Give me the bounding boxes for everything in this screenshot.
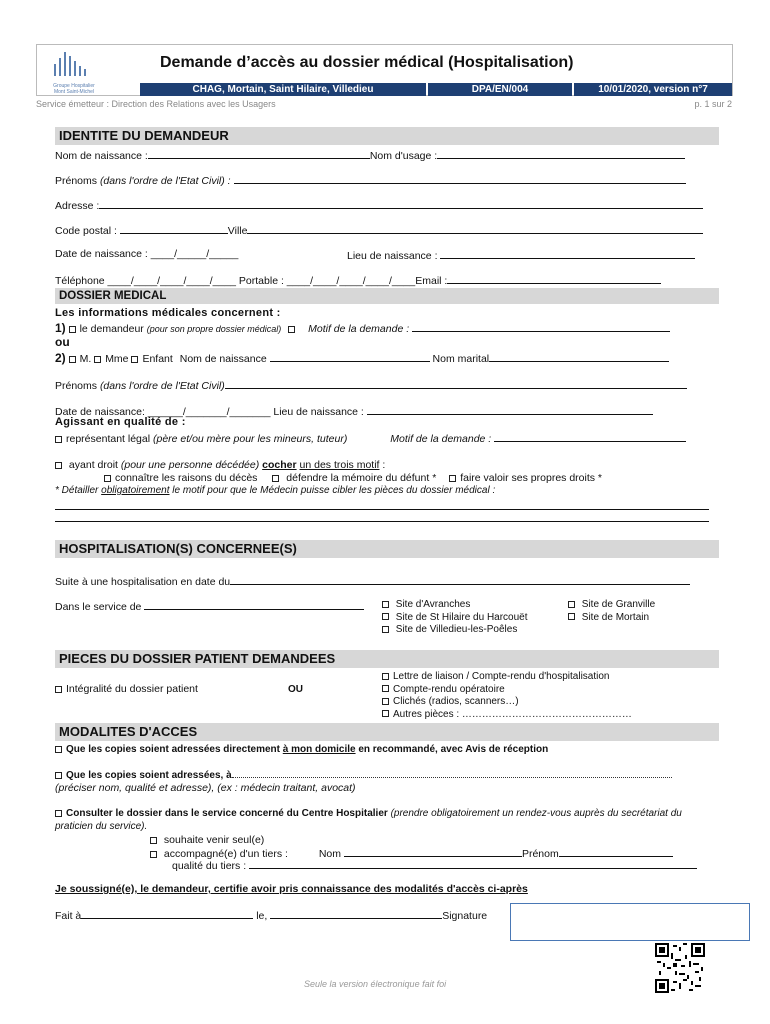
integralite-row (55, 683, 198, 695)
prenoms-field[interactable] (234, 173, 686, 184)
motif-2-label: Motif de la demande : (390, 433, 492, 445)
date-naissance-label: Date de naissance : ____/_____/_____ (55, 248, 239, 260)
ville-label: Ville (227, 225, 248, 237)
seul-label: souhaite venir seul(e) (163, 834, 265, 846)
detailler-2: obligatoirement (101, 485, 170, 496)
suite-field[interactable] (230, 574, 690, 585)
checkbox-demandeur[interactable] (69, 326, 76, 333)
option-1-row (55, 321, 670, 335)
checkbox-lettre-liaison[interactable] (382, 673, 389, 680)
checkbox-st-hilaire[interactable] (382, 613, 389, 620)
checkbox-representant[interactable] (55, 436, 62, 443)
site-mortain: Site de Mortain (581, 611, 650, 623)
qualite-field[interactable] (249, 858, 697, 869)
signature-label: Signature (442, 910, 488, 922)
nom-marital-label: Nom marital (432, 353, 490, 365)
prenoms-2-row (55, 378, 687, 392)
deces-label: connaître les raisons du décès (115, 472, 258, 484)
prenoms-note: (dans l'ordre de l'Etat Civil) : (99, 175, 231, 187)
checkbox-autres[interactable] (382, 710, 389, 717)
checkbox-integralite[interactable] (55, 686, 62, 693)
option-2-number: 2) (55, 351, 66, 365)
demandeur-label: le demandeur (79, 323, 144, 335)
lieu-naissance-label: Lieu de naissance : (347, 250, 438, 262)
ayant-droit-note: (pour une personne décédée) (120, 459, 260, 471)
checkbox-mme[interactable] (94, 356, 101, 363)
lieu-naissance-2-field[interactable] (367, 404, 653, 415)
detail-line-2[interactable] (55, 521, 709, 522)
modalite-1-b: à mon domicile (282, 744, 356, 755)
checkbox-m[interactable] (69, 356, 76, 363)
nom-usage-label: Nom d'usage : (369, 150, 438, 162)
modalite-3-label: Consulter le dossier dans le service concerné du Centre Hospitalier (66, 808, 388, 819)
checkbox-seul[interactable] (150, 837, 157, 844)
org-bar: CHAG, Mortain, Saint Hilaire, Villedieu (140, 83, 426, 96)
nom-naissance-2-label: Nom de naissance (179, 353, 267, 365)
modalite-3-block (55, 807, 719, 833)
motif-2-field[interactable] (494, 431, 686, 442)
nom-usage-field[interactable] (437, 148, 685, 159)
checkbox-ayant-droit[interactable] (55, 462, 62, 469)
modalite-1-a: Que les copies soient adressées directement (66, 744, 280, 755)
date-field[interactable] (270, 908, 442, 919)
page-number: p. 1 sur 2 (694, 99, 732, 109)
checkbox-domicile[interactable] (55, 746, 62, 753)
site-st-hilaire: Site de St Hilaire du Harcouët (395, 611, 528, 623)
motifs-row (104, 472, 602, 484)
ref-bar: DPA/EN/004 (428, 83, 572, 96)
code-postal-row (55, 223, 703, 237)
sites-left (382, 599, 528, 637)
checkbox-deces[interactable] (104, 475, 111, 482)
section-identite: IDENTITE DU DEMANDEUR (55, 127, 719, 145)
seul-row (150, 834, 264, 846)
detailler-1: * Détailler (55, 485, 99, 496)
checkbox-avranches[interactable] (382, 601, 389, 608)
page-title: Demande d’accès au dossier médical (Hospitalisation) (160, 54, 574, 71)
concernent-label: Les informations médicales concernent : (55, 307, 281, 319)
code-postal-field[interactable] (120, 223, 228, 234)
piece-cliches: Clichés (radios, scanners…) (393, 696, 519, 707)
nom-naissance-field[interactable] (148, 148, 370, 159)
checkbox-accompagne[interactable] (150, 851, 157, 858)
site-granville: Site de Granville (581, 599, 656, 610)
representant-row (55, 431, 686, 445)
modalite-1-c: en recommandé, avec Avis de réception (358, 744, 549, 755)
certifie-text: Je soussigné(e), le demandeur, certifie avoir pris connaissance des modalités d'accès ci-après (55, 883, 528, 895)
site-avranches: Site d'Avranches (395, 599, 471, 610)
telephone-row (55, 273, 661, 287)
checkbox-cliches[interactable] (382, 698, 389, 705)
modalite-2-label: Que les copies soient adressées, à (66, 770, 232, 781)
option-2-row (55, 351, 669, 365)
logo-text-1: Groupe Hospitalier (53, 83, 95, 89)
detail-line-1[interactable] (55, 509, 709, 510)
checkbox-granville[interactable] (568, 601, 575, 608)
nom-naissance-label: Nom de naissance : (55, 150, 148, 162)
nom-naissance-row (55, 148, 685, 162)
service-field[interactable] (144, 599, 364, 610)
m-label: M. (79, 353, 92, 365)
tiers-nom-label: Nom (318, 848, 342, 860)
accompagne-label: accompagné(e) d'un tiers : (163, 848, 288, 860)
checkbox-memoire[interactable] (272, 475, 279, 482)
pieces-ou: OU (288, 684, 303, 695)
logo (44, 48, 104, 95)
checkbox-enfant[interactable] (131, 356, 138, 363)
email-field[interactable] (447, 273, 661, 284)
piece-lettre-liaison: Lettre de liaison / Compte-rendu d'hospitalisation (393, 671, 610, 682)
checkbox-compte-rendu[interactable] (382, 685, 389, 692)
signature-box[interactable] (510, 903, 750, 941)
modalite-2-dots[interactable] (232, 777, 672, 778)
checkbox-droits[interactable] (449, 475, 456, 482)
checkbox-motif[interactable] (288, 326, 295, 333)
section-dossier: DOSSIER MEDICAL (55, 288, 719, 304)
nom-naissance-2-field[interactable] (270, 351, 430, 362)
prenoms-2-field[interactable] (225, 378, 687, 389)
mme-label: Mme (105, 353, 129, 365)
ville-field[interactable] (247, 223, 703, 234)
nom-marital-field[interactable] (489, 351, 669, 362)
piece-autres: Autres pièces : …………………………………………… (393, 708, 632, 720)
version-bar: 10/01/2020, version n°7 (574, 83, 732, 96)
le-label: le, (256, 910, 268, 922)
adresse-field[interactable] (99, 198, 703, 209)
tiers-prenom-label: Prénom (521, 848, 559, 860)
service-row (55, 599, 364, 613)
electronic-notice: Seule la version électronique fait foi (304, 979, 447, 989)
adresse-label: Adresse : (55, 200, 100, 212)
date-naissance-2-label: Date de naissance: ______/_______/_______ Lieu de naissance : (55, 406, 364, 418)
prenoms-2-label: Prénoms (55, 380, 98, 392)
enfant-label: Enfant (142, 353, 173, 365)
logo-icon (44, 48, 104, 78)
fait-field[interactable] (81, 908, 253, 919)
suite-label: Suite à une hospitalisation en date du (55, 576, 231, 588)
logo-text-2: Mont Saint-Michel (53, 89, 94, 95)
section-hospitalisation: HOSPITALISATION(S) CONCERNEE(S) (55, 540, 719, 558)
qr-code-icon (655, 943, 705, 993)
suite-row (55, 574, 690, 588)
motif-field[interactable] (412, 321, 670, 332)
integralite-label: Intégralité du dossier patient (66, 683, 198, 695)
ou-label: ou (55, 335, 70, 349)
prenoms-label: Prénoms (55, 175, 98, 187)
adresse-row (55, 198, 703, 212)
detailler-row (55, 485, 495, 496)
service-label: Dans le service de (55, 601, 142, 613)
qualite-label: qualité du tiers : (172, 860, 247, 872)
lieu-naissance-row (347, 248, 695, 262)
agissant-label: Agissant en qualité de : (55, 416, 186, 428)
qr-code (655, 943, 705, 993)
pieces-list (382, 671, 632, 721)
telephone-label: Téléphone ____/____/____/____/____ Portable : ____/____/____/____/____Email : (55, 275, 448, 287)
section-pieces: PIECES DU DOSSIER PATIENT DEMANDEES (55, 650, 719, 668)
modalite-2-note: (préciser nom, qualité et adresse), (ex : médecin traitant, avocat) (55, 782, 356, 794)
prenoms-2-note: (dans l'ordre de l'Etat Civil) (99, 380, 225, 392)
modalite-2-row (55, 770, 672, 781)
lieu-naissance-field[interactable] (440, 248, 695, 259)
piece-compte-rendu: Compte-rendu opératoire (393, 683, 505, 695)
ayant-droit-label: ayant droit (68, 459, 118, 471)
date-naissance-row (55, 248, 238, 260)
fait-label: Fait à (55, 910, 82, 922)
detailler-3: le motif pour que le Médecin puisse cibler les pièces du dossier médical : (172, 485, 496, 496)
service-label: Service émetteur : Direction des Relations avec les Usagers (36, 99, 276, 109)
tiers-prenom-field[interactable] (559, 846, 673, 857)
checkbox-consulter[interactable] (55, 810, 62, 817)
fait-row (55, 908, 487, 922)
prenoms-row (55, 173, 686, 187)
cocher-rest: un des trois motif (299, 459, 380, 471)
demandeur-note: (pour son propre dossier médical) (146, 324, 282, 334)
representant-label: représentant légal (66, 433, 151, 445)
checkbox-villedieu[interactable] (382, 626, 389, 633)
qualite-row (172, 858, 697, 872)
ayant-droit-row: ayant droit (pour une personne décédée) cocher un des trois motif : (55, 459, 385, 471)
option-1-number: 1) (55, 321, 66, 335)
modalite-3-note: (prendre obligatoirement un rendez-vous auprès du secrétariat du praticien du service). (55, 808, 682, 832)
representant-note: (père et/ou mère pour les mineurs, tuteur) (152, 433, 348, 445)
checkbox-adressees[interactable] (55, 772, 62, 779)
cocher-label: cocher (262, 459, 297, 471)
code-postal-label: Code postal : (55, 225, 117, 237)
modalite-1-row (55, 744, 548, 755)
site-villedieu: Site de Villedieu-les-Poêles (395, 624, 518, 635)
checkbox-mortain[interactable] (568, 613, 575, 620)
droits-label: faire valoir ses propres droits * (460, 472, 603, 484)
tiers-nom-field[interactable] (344, 846, 522, 857)
motif-label: Motif de la demande : (308, 323, 410, 335)
memoire-label: défendre la mémoire du défunt * (286, 472, 437, 484)
sites-right (568, 599, 655, 624)
section-modalites: MODALITES D'ACCES (55, 723, 719, 741)
